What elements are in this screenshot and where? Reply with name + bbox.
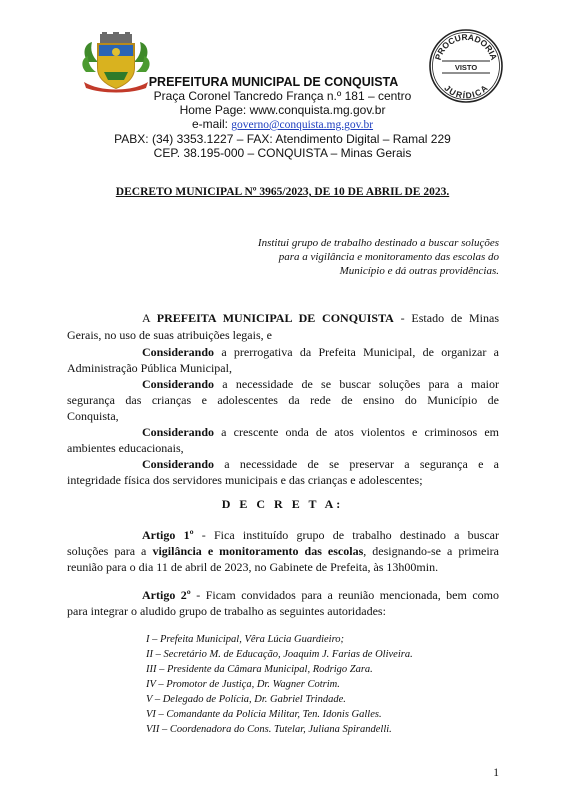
considerando-line [67,456,499,472]
seal-center-text: VISTO [454,63,478,72]
considerando-line [67,424,499,440]
article-text: - Ficam convidados para a reunião mencionada, bem como [190,588,499,602]
article-1-line [67,527,499,543]
authority-item: III – Presidente da Câmara Municipal, Rodrigo Zara. [146,664,373,675]
preamble-suffix: - Estado de Minas [393,311,499,325]
preamble-authority: PREFEITA MUNICIPAL DE CONQUISTA [156,311,394,325]
authority-item: IV – Promotor de Justiça, Dr. Wagner Cotrim. [146,679,340,690]
considerando-text: a necessidade de se preservar a segurança e a [214,457,499,471]
authority-item: VII – Coordenadora do Cons. Tutelar, Juliana Spirandelli. [146,724,392,735]
considerando-line [67,344,499,360]
decree-title: DECRETO MUNICIPAL Nº 3965/2023, DE 10 DE ABRIL DE 2023. [115,186,450,198]
page-number: 1 [493,767,499,779]
considerando-keyword: Considerando [142,377,215,391]
postal-code-line: CEP. 38.195-000 – CONQUISTA – Minas Gerais [153,146,412,160]
ementa-line: Institui grupo de trabalho destinado a buscar soluções [257,237,499,249]
ementa-line: para a vigilância e monitoramento das escolas do [278,251,499,263]
considerando-keyword: Considerando [142,457,215,471]
svg-text:PROCURADORIA [433,32,499,61]
organization-name: PREFEITURA MUNICIPAL DE CONQUISTA [148,75,399,89]
email-line [0,117,565,132]
considerando-line: segurança das crianças e adolescentes da rede de ensino do Município de [67,393,499,407]
article-1-emphasis: vigilância e monitoramento das escolas [152,544,364,558]
email-label: e-mail: [191,117,232,131]
article-text: - Fica instituído grupo de trabalho destinado a buscar [193,528,499,542]
authority-item: VI – Comandante da Polícia Militar, Ten. Idonis Galles. [146,709,382,720]
considerando-text: a prerrogativa da Prefeita Municipal, de organizar a [214,345,499,359]
authority-item: V – Delegado de Polícia, Dr. Gabriel Trindade. [146,694,346,705]
article-1-line [67,543,499,559]
article-2-line [67,587,499,603]
considerando-line: integridade física dos servidores municipais e das crianças e adolescentes; [67,473,423,487]
considerando-line: ambientes educacionais, [67,441,184,455]
seal-top-text: PROCURADORIA [432,31,500,62]
considerando-keyword: Considerando [142,345,215,359]
article-text: soluções para a [67,544,153,558]
considerando-keyword: Considerando [142,425,215,439]
phone-line: PABX: (34) 3353.1227 – FAX: Atendimento Digital – Ramal 229 [114,132,451,146]
preamble-line: Gerais, no uso de suas atribuições legais, e [67,328,272,342]
considerando-line: Administração Pública Municipal, [67,361,232,375]
authority-item: II – Secretário M. de Educação, Joaquim J. Farias de Oliveira. [146,649,413,660]
seal-bottom-text: JURÍDICA [442,82,490,101]
considerando-text: a necessidade de se buscar soluções para a maior [214,377,499,391]
homepage-line: Home Page: www.conquista.mg.gov.br [179,103,386,117]
article-1-line: reunião para o dia 11 de abril de 2023, no Gabinete de Prefeita, às 13h00min. [67,560,439,574]
preamble-prefix: A [142,311,157,325]
article-2-label: Artigo 2º [142,588,191,602]
address-line: Praça Coronel Tancredo França n.º 181 – centro [153,89,412,103]
authority-item: I – Prefeita Municipal, Vêra Lúcia Guardieiro; [146,634,345,645]
article-2-line: para integrar o aludido grupo de trabalho as seguintes autoridades: [67,604,386,618]
ementa-line: Município e dá outras providências. [339,265,499,277]
considerando-line: Conquista, [67,409,119,423]
preamble-line [67,310,499,326]
email-link[interactable]: governo@conquista.mg.gov.br [231,119,374,131]
article-1-label: Artigo 1º [142,528,194,542]
considerando-line [67,376,499,392]
decreta-heading: D E C R E T A: [221,497,344,511]
article-text: , designando-se a primeira [363,544,500,558]
considerando-text: a crescente onda de atos violentos e criminosos em [214,425,499,439]
